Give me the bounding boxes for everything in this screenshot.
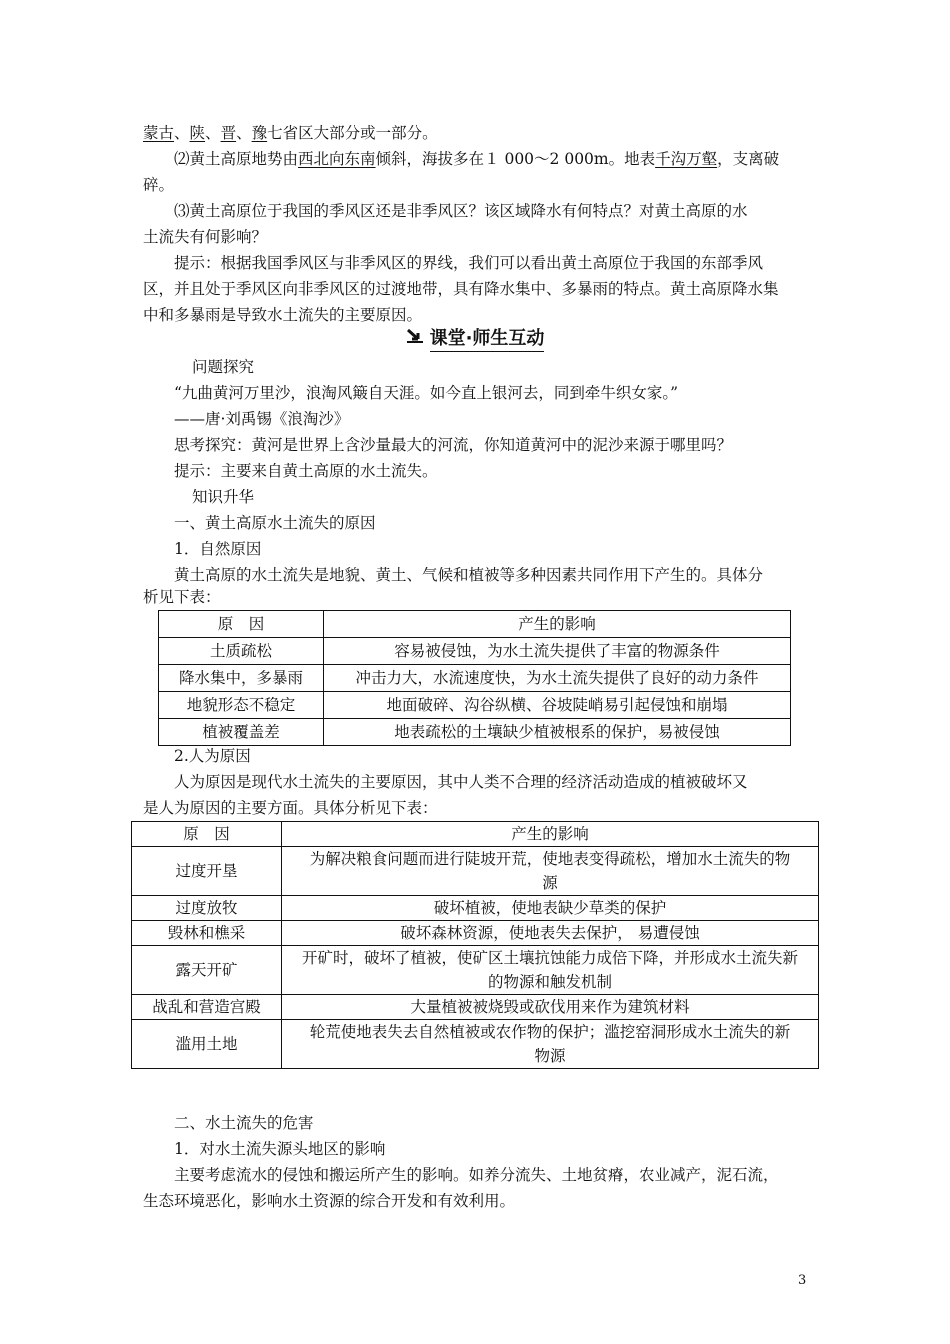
poem-quote: “九曲黄河万里沙，浪淘风簸自天涯。如今直上银河去，同到牵牛织女家。” <box>174 384 679 402</box>
heading-human: 2.人为原因 <box>174 747 251 765</box>
inquiry-answer: 提示：主要来自黄土高原的水土流失。 <box>174 462 438 480</box>
hazards-text-line1: 主要考虑流水的侵蚀和搬运所产生的影响。如养分流失、土地贫瘠，农业减产，泥石流， <box>174 1166 779 1184</box>
cause-cell: 毁林和樵采 <box>132 921 282 946</box>
cause-cell: 土质疏松 <box>159 638 324 665</box>
section-heading: 课堂·师生互动 <box>0 324 950 350</box>
natural-text-line1: 黄土高原的水土流失是地貌、黄土、气候和植被等多种因素共同作用下产生的。具体分 <box>174 566 764 584</box>
impact-cell: 容易被侵蚀，为水土流失提供了丰富的物源条件 <box>324 638 791 665</box>
page-number: 3 <box>798 1273 807 1288</box>
header-cause: 原 因 <box>159 611 324 638</box>
table-row <box>132 946 819 995</box>
table-row <box>159 692 791 719</box>
table-row <box>132 1020 819 1069</box>
table-row <box>159 719 791 746</box>
cause-cell: 战乱和营造宫殿 <box>132 995 282 1020</box>
human-text-line1: 人为原因是现代水土流失的主要原因，其中人类不合理的经济活动造成的植被破坏又 <box>174 773 748 791</box>
poem-source: ——唐·刘禹锡《浪淘沙》 <box>174 410 350 428</box>
question-2-cont: 碎。 <box>143 176 175 194</box>
table-row <box>159 638 791 665</box>
inquiry-label: 问题探究 <box>192 358 255 376</box>
heading-source-impact: 1．对水土流失源头地区的影响 <box>174 1140 386 1158</box>
question-3-line1: ⑶黄土高原位于我国的季风区还是非季风区？该区域降水有何特点？对黄土高原的水 <box>174 202 748 220</box>
heading-natural: 1．自然原因 <box>174 540 262 558</box>
header-impact: 产生的影响 <box>282 822 819 847</box>
hint-line2: 区，并且处于季风区向非季风区的过渡地带，具有降水集中、多暴雨的特点。黄土高原降水集 <box>143 280 779 298</box>
impact-cell: 地表疏松的土壤缺少植被根系的保护，易被侵蚀 <box>324 719 791 746</box>
question-2: ⑵黄土高原地势由西北向东南倾斜，海拔多在１ 000～2 000m。地表千沟万壑，支离破 <box>174 150 780 168</box>
inquiry-question: 思考探究：黄河是世界上含沙量最大的河流，你知道黄河中的泥沙来源于哪里吗？ <box>174 436 733 454</box>
table-row <box>132 995 819 1020</box>
table-header-row <box>132 822 819 847</box>
heading-hazards: 二、水土流失的危害 <box>174 1114 314 1132</box>
impact-cell: 地面破碎、沟谷纵横、谷坡陡峭易引起侵蚀和崩塌 <box>324 692 791 719</box>
cause-cell: 过度开垦 <box>132 847 282 896</box>
header-impact: 产生的影响 <box>324 611 791 638</box>
table-header-row <box>159 611 791 638</box>
heading-causes: 一、黄土高原水土流失的原因 <box>174 514 376 532</box>
table-row <box>132 896 819 921</box>
hint-line3: 中和多暴雨是导致水土流失的主要原因。 <box>143 306 423 324</box>
table-row <box>159 665 791 692</box>
impact-cell: 冲击力大，水流速度快，为水土流失提供了良好的动力条件 <box>324 665 791 692</box>
arrow-icon <box>406 328 424 349</box>
hint-line1: 提示：根据我国季风区与非季风区的界线，我们可以看出黄土高原位于我国的东部季风 <box>174 254 764 272</box>
cause-cell: 过度放牧 <box>132 896 282 921</box>
hazards-text-line2: 生态环境恶化，影响水土资源的综合开发和有效利用。 <box>143 1192 516 1210</box>
impact-cell: 开矿时，破坏了植被，使矿区土壤抗蚀能力成倍下降，并形成水土流失新 的物源和触发机制 <box>282 946 819 995</box>
human-causes-table <box>131 821 819 1069</box>
cause-cell: 地貌形态不稳定 <box>159 692 324 719</box>
intro-line-provinces: 蒙古、陕、晋、豫七省区大部分或一部分。 <box>143 124 438 142</box>
impact-cell: 破坏森林资源，使地表失去保护， 易遭侵蚀 <box>282 921 819 946</box>
header-cause: 原 因 <box>132 822 282 847</box>
natural-text-line2: 析见下表： <box>143 588 221 606</box>
impact-cell: 为解决粮食问题而进行陡坡开荒，使地表变得疏松，增加水土流失的物 源 <box>282 847 819 896</box>
knowledge-label: 知识升华 <box>192 488 255 506</box>
cause-cell: 露天开矿 <box>132 946 282 995</box>
impact-cell: 轮荒使地表失去自然植被或农作物的保护；滥挖窑洞形成水土流失的新 物源 <box>282 1020 819 1069</box>
human-text-line2: 是人为原因的主要方面。具体分析见下表： <box>143 799 438 817</box>
table-row <box>132 921 819 946</box>
cause-cell: 降水集中，多暴雨 <box>159 665 324 692</box>
natural-causes-table <box>158 610 791 746</box>
cause-cell: 植被覆盖差 <box>159 719 324 746</box>
table-row <box>132 847 819 896</box>
cause-cell: 滥用土地 <box>132 1020 282 1069</box>
impact-cell: 大量植被被烧毁或砍伐用来作为建筑材料 <box>282 995 819 1020</box>
impact-cell: 破坏植被，使地表缺少草类的保护 <box>282 896 819 921</box>
question-3-line2: 土流失有何影响？ <box>143 228 268 246</box>
